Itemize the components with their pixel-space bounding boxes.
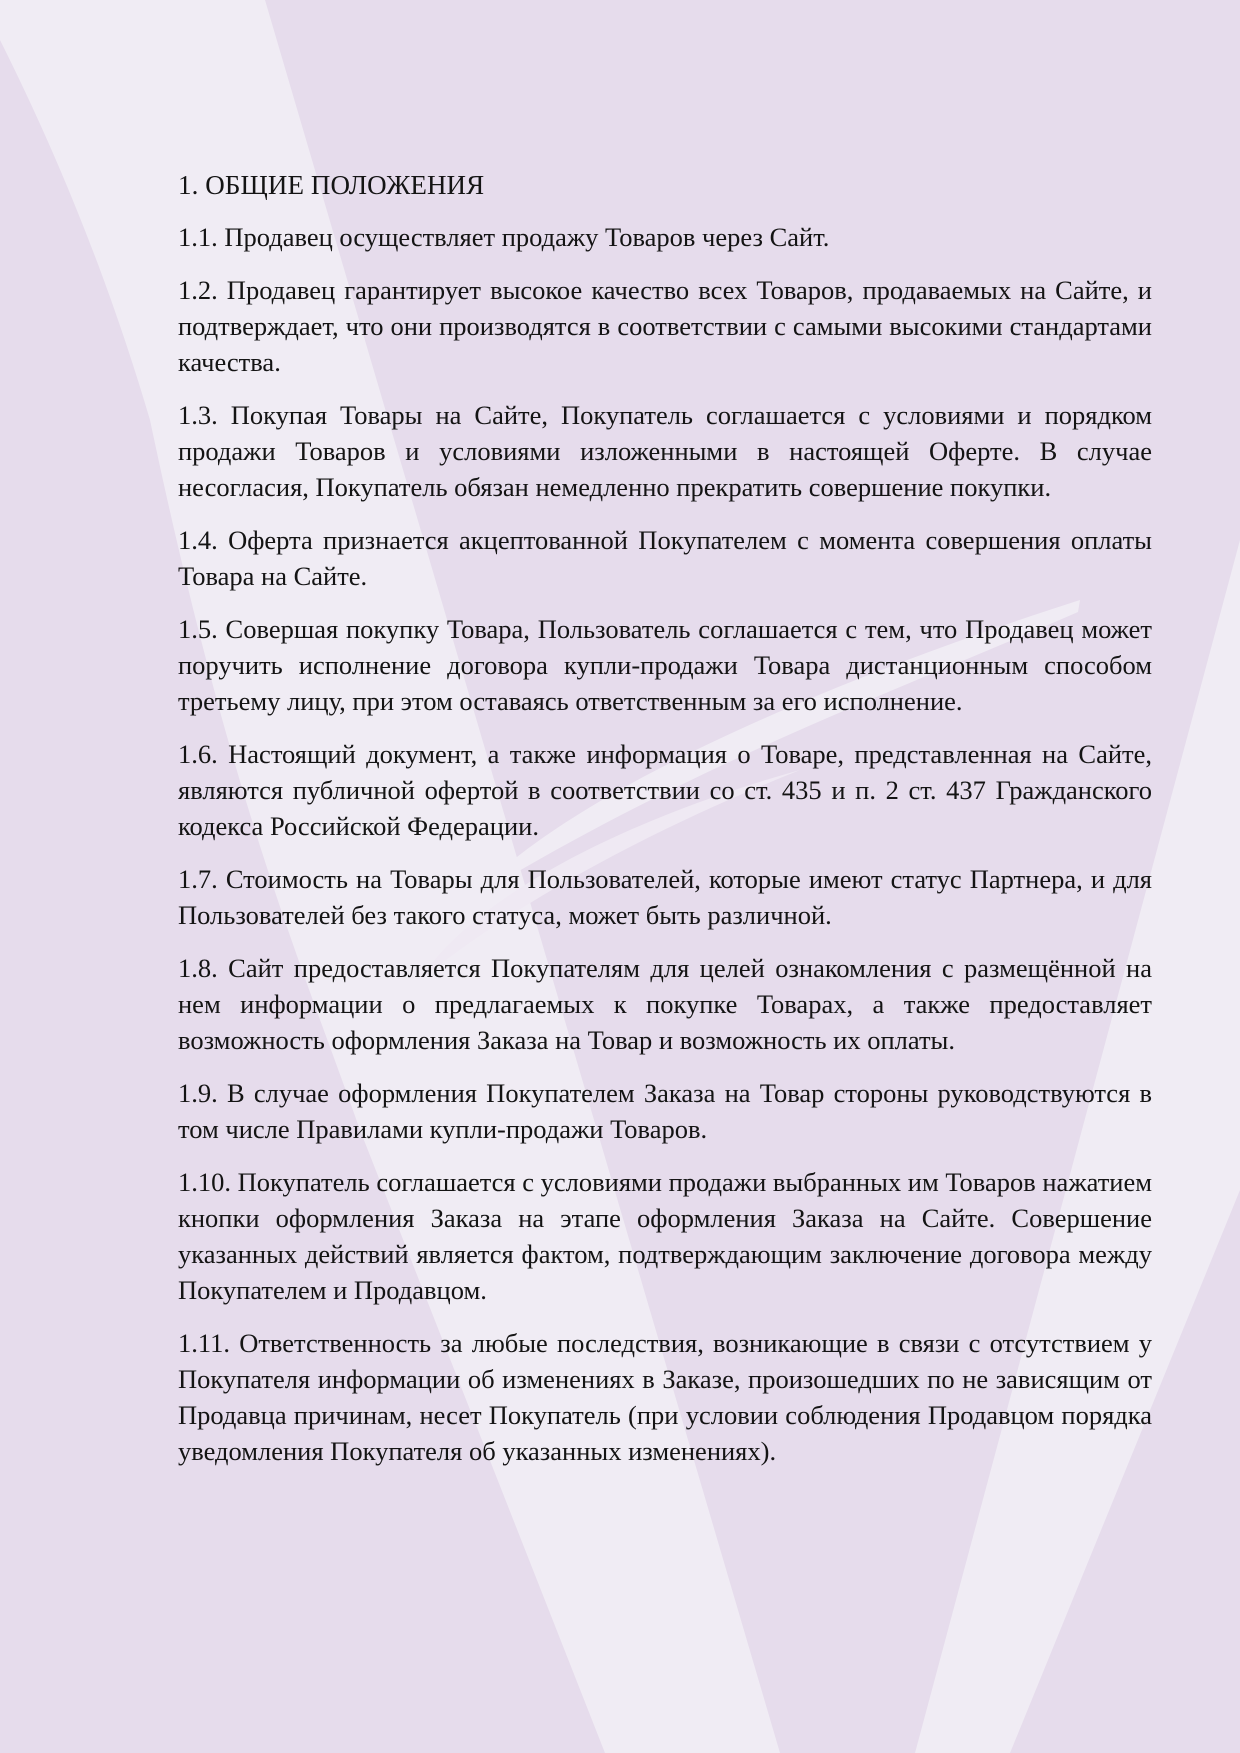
paragraph-1-2: 1.2. Продавец гарантирует высокое качество всех Товаров, продаваемых на Сайте, и подтверждает, что они производятся в соответствии с самыми высокими стандартами качества. <box>178 275 1152 377</box>
paragraph-1-8: 1.8. Сайт предоставляется Покупателям для целей ознакомления с размещённой на нем информации о предлагаемых к покупке Товарах, а также предоставляет возможность оформления Заказа на Товар и возможность их оплаты. <box>178 953 1152 1055</box>
paragraph-1-3: 1.3. Покупая Товары на Сайте, Покупатель соглашается с условиями и порядком продажи Товаров и условиями изложенными в настоящей Оферте. В случае несогласия, Покупатель обязан немедленно прекратить совершение покупки. <box>178 400 1152 502</box>
paragraph-1-9: 1.9. В случае оформления Покупателем Заказа на Товар стороны руководствуются в том числе Правилами купли-продажи Товаров. <box>178 1078 1152 1144</box>
paragraph-1-1: 1.1. Продавец осуществляет продажу Товаров через Сайт. <box>178 222 830 252</box>
paragraph-1-6: 1.6. Настоящий документ, а также информация о Товаре, представленная на Сайте, являются публичной офертой в соответствии со ст. 435 и п. 2 ст. 437 Гражданского кодекса Российской Федерации. <box>178 739 1152 841</box>
document-body <box>178 167 1152 1486</box>
paragraph-1-7: 1.7. Стоимость на Товары для Пользователей, которые имеют статус Партнера, и для Пользователей без такого статуса, может быть различной. <box>178 864 1152 930</box>
paragraph-1-4: 1.4. Оферта признается акцептованной Покупателем с момента совершения оплаты Товара на Сайте. <box>178 525 1152 591</box>
paragraph-1-5: 1.5. Совершая покупку Товара, Пользователь соглашается с тем, что Продавец может поручить исполнение договора купли-продажи Товара дистанционным способом третьему лицу, при этом оставаясь ответственным за его исполнение. <box>178 614 1152 716</box>
paragraph-1-10: 1.10. Покупатель соглашается с условиями продажи выбранных им Товаров нажатием кнопки оформления Заказа на этапе оформления Заказа на Сайте. Совершение указанных действий является фактом, подтверждающим заключение договора между Покупателем и Продавцом. <box>178 1167 1152 1305</box>
section-title: 1. ОБЩИЕ ПОЛОЖЕНИЯ <box>178 170 485 200</box>
paragraph-1-11: 1.11. Ответственность за любые последствия, возникающие в связи с отсутствием у Покупателя информации об изменениях в Заказе, произошедших по не зависящим от Продавца причинам, несет Покупатель (при условии соблюдения Продавцом порядка уведомления Покупателя об указанных изменениях). <box>178 1328 1152 1466</box>
